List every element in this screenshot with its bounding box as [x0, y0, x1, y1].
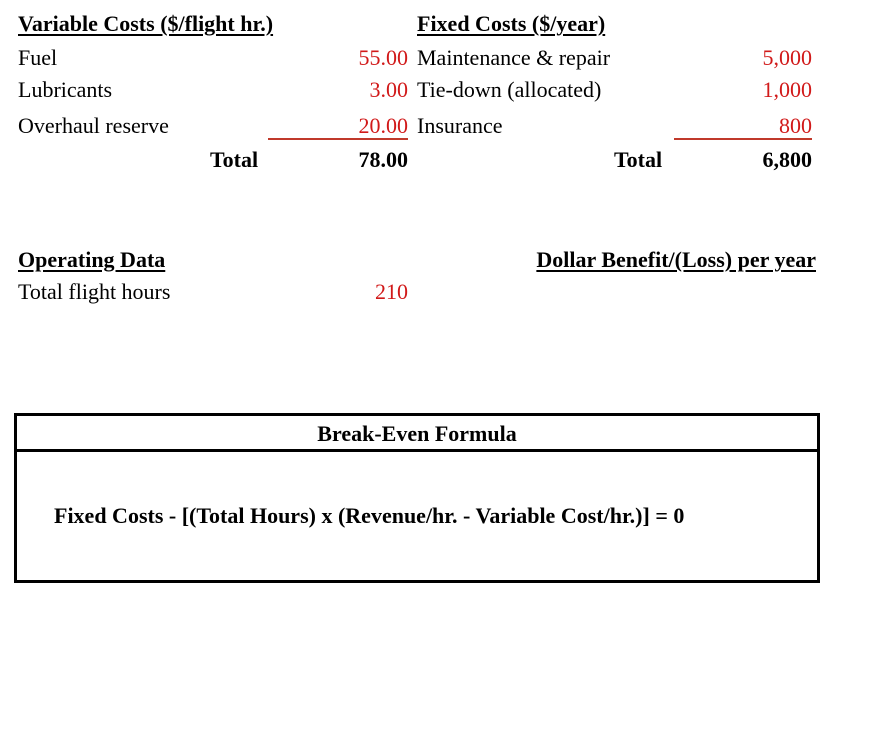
fixed-cost-value-insurance[interactable]: 800 — [779, 113, 812, 138]
dollar-benefit-heading: Dollar Benefit/(Loss) per year — [536, 247, 816, 272]
fixed-total-rule — [674, 138, 812, 140]
fixed-costs-heading: Fixed Costs ($/year) — [417, 11, 606, 36]
fixed-cost-label-insurance: Insurance — [417, 113, 503, 138]
variable-cost-label-overhaul: Overhaul reserve — [18, 113, 169, 138]
fixed-cost-label-tie-down: Tie-down (allocated) — [417, 77, 602, 102]
break-even-title: Break-Even Formula — [317, 421, 517, 446]
variable-costs-heading: Variable Costs ($/flight hr.) — [18, 11, 274, 36]
break-even-header — [17, 416, 817, 452]
variable-total-value: 78.00 — [358, 147, 408, 172]
variable-cost-value-overhaul[interactable]: 20.00 — [358, 113, 408, 138]
operating-data-heading: Operating Data — [18, 247, 166, 272]
variable-cost-label-lubricants: Lubricants — [18, 77, 113, 102]
variable-cost-label-fuel: Fuel — [18, 45, 58, 70]
fixed-total-value: 6,800 — [762, 147, 812, 172]
break-even-box — [14, 413, 820, 583]
fixed-total-label: Total — [614, 147, 663, 172]
break-even-formula: Fixed Costs - [(Total Hours) x (Revenue/hr. - Variable Cost/hr.)] = 0 — [54, 503, 685, 528]
variable-total-label: Total — [210, 147, 259, 172]
fixed-cost-value-maintenance[interactable]: 5,000 — [762, 45, 812, 70]
fixed-cost-value-tie-down[interactable]: 1,000 — [762, 77, 812, 102]
variable-cost-value-lubricants[interactable]: 3.00 — [369, 77, 408, 102]
operating-data-label-flight-hours: Total flight hours — [18, 279, 171, 304]
variable-cost-value-fuel[interactable]: 55.00 — [358, 45, 408, 70]
fixed-cost-label-maintenance: Maintenance & repair — [417, 45, 611, 70]
variable-total-rule — [268, 138, 408, 140]
operating-data-value-flight-hours[interactable]: 210 — [375, 279, 408, 304]
